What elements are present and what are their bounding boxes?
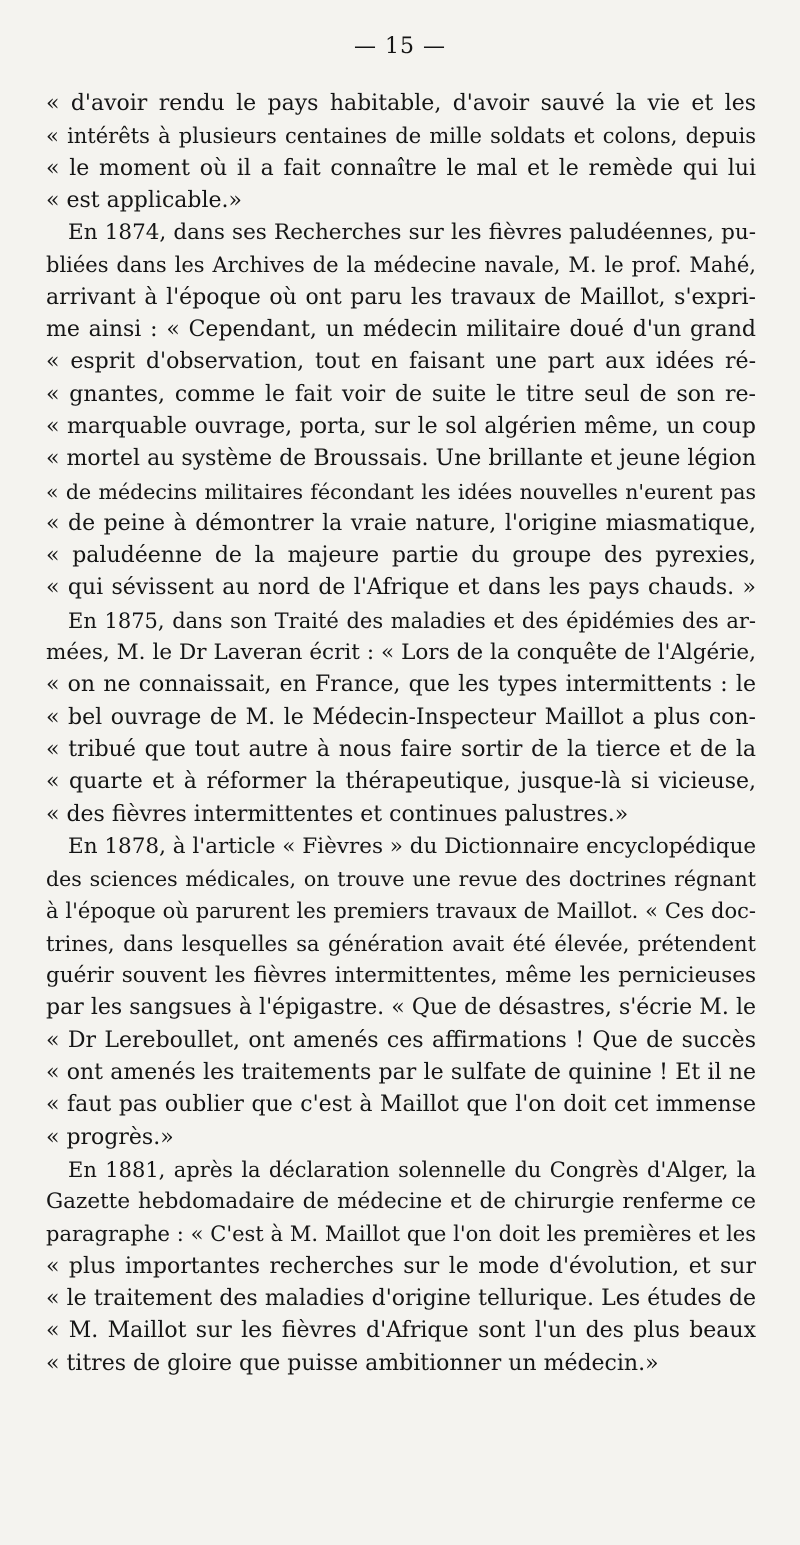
page-number: — 15 — xyxy=(354,34,446,59)
text-line: « progrès.» xyxy=(46,1124,174,1150)
text-line: « on ne connaissait, en France, que les types intermittents : le xyxy=(46,672,756,698)
text-line: En 1874, dans ses Recherches sur les fièvres paludéennes, pu- xyxy=(68,220,756,246)
text-line: « qui sévissent au nord de l'Afrique et dans les pays chauds. » xyxy=(46,575,756,601)
text-line: « tribué que tout autre à nous faire sortir de la tierce et de la xyxy=(46,736,756,762)
text-line: En 1875, dans son Traité des maladies et des épidémies des ar- xyxy=(68,608,756,633)
text-line: « intérêts à plusieurs centaines de mille soldats et colons, depuis xyxy=(46,124,756,149)
text-line: des sciences médicales, on trouve une revue des doctrines régnant xyxy=(46,867,756,892)
text-line: « ont amenés les traitements par le sulfate de quinine ! Et il ne xyxy=(46,1059,756,1085)
body-text xyxy=(46,88,756,1380)
text-line: « le moment où il a fait connaître le mal et le remède qui lui xyxy=(46,155,756,181)
text-line: « bel ouvrage de M. le Médecin-Inspecteur Maillot a plus con- xyxy=(46,704,756,730)
text-line: « titres de gloire que puisse ambitionner un médecin.» xyxy=(46,1350,659,1376)
text-line: « plus importantes recherches sur le mode d'évolution, et sur xyxy=(46,1253,756,1279)
text-line: En 1878, à l'article « Fièvres » du Dictionnaire encyclopédique xyxy=(68,833,756,859)
text-line: « faut pas oublier que c'est à Maillot que l'on doit cet immense xyxy=(46,1092,756,1118)
text-line: mées, M. le Dr Laveran écrit : « Lors de la conquête de l'Algérie, xyxy=(46,640,756,666)
text-line: par les sangsues à l'épigastre. « Que de désastres, s'écrie M. le xyxy=(46,995,756,1021)
text-line: « M. Maillot sur les fièvres d'Afrique sont l'un des plus beaux xyxy=(46,1318,756,1344)
text-line: Gazette hebdomadaire de médecine et de chirurgie renferme ce xyxy=(46,1189,756,1215)
text-line: « est applicable.» xyxy=(46,187,242,213)
text-line: « de peine à démontrer la vraie nature, l'origine miasmatique, xyxy=(46,510,756,536)
text-line: « mortel au système de Broussais. Une brillante et jeune légion xyxy=(46,446,756,472)
text-line: à l'époque où parurent les premiers travaux de Maillot. « Ces doc- xyxy=(46,899,756,924)
text-line: me ainsi : « Cependant, un médecin militaire doué d'un grand xyxy=(46,317,756,343)
text-line: trines, dans lesquelles sa génération avait été élevée, prétendent xyxy=(46,931,756,956)
text-line: guérir souvent les fièvres intermittentes, même les pernicieuses xyxy=(46,963,756,989)
text-line: « quarte et à réformer la thérapeutique, jusque-là si vicieuse, xyxy=(46,769,756,795)
text-line: « paludéenne de la majeure partie du groupe des pyrexies, xyxy=(46,543,756,569)
text-line: En 1881, après la déclaration solennelle du Congrès d'Alger, la xyxy=(68,1157,756,1182)
text-line: « le traitement des maladies d'origine tellurique. Les études de xyxy=(46,1285,756,1311)
text-line: paragraphe : « C'est à M. Maillot que l'on doit les premières et les xyxy=(46,1222,756,1247)
text-line: « esprit d'observation, tout en faisant une part aux idées ré- xyxy=(46,349,756,375)
text-line: « gnantes, comme le fait voir de suite le titre seul de son re- xyxy=(46,381,756,407)
text-line: « des fièvres intermittentes et continues palustres.» xyxy=(46,801,629,827)
text-line: arrivant à l'époque où ont paru les travaux de Maillot, s'expri- xyxy=(46,284,756,310)
text-line: bliées dans les Archives de la médecine navale, M. le prof. Mahé, xyxy=(46,253,756,278)
text-line: « d'avoir rendu le pays habitable, d'avoir sauvé la vie et les xyxy=(46,91,756,116)
text-line: « de médecins militaires fécondant les idées nouvelles n'eurent pas xyxy=(46,479,756,504)
text-line: « Dr Lereboullet, ont amenés ces affirmations ! Que de succès xyxy=(46,1027,756,1053)
text-line: « marquable ouvrage, porta, sur le sol algérien même, un coup xyxy=(46,413,756,439)
